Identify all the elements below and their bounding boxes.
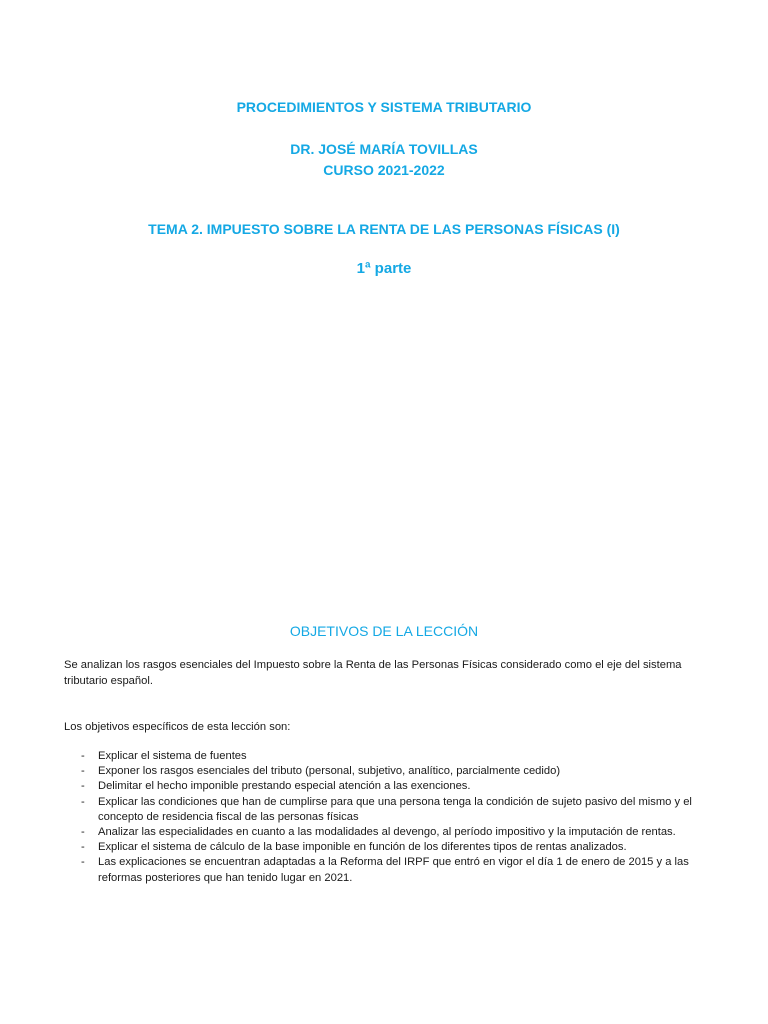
- bullet-dash: -: [81, 856, 85, 869]
- list-item: [64, 795, 714, 825]
- objectives-list: [64, 749, 714, 886]
- part-label: 1ª parte: [356, 260, 412, 277]
- bullet-dash: -: [81, 780, 85, 793]
- list-item: [64, 749, 714, 764]
- list-item-text: Explicar el sistema de fuentes: [98, 750, 247, 762]
- list-item: [64, 840, 714, 855]
- list-item: [64, 764, 714, 779]
- list-intro: Los objetivos específicos de esta lección son:: [64, 721, 291, 733]
- list-item-text: Exponer los rasgos esenciales del tributo (personal, subjetivo, analítico, parcialmente cedido): [98, 765, 561, 778]
- bullet-dash: -: [81, 841, 85, 854]
- objectives-heading: OBJETIVOS DE LA LECCIÓN: [289, 623, 479, 639]
- list-item-text: Explicar el sistema de cálculo de la base imponible en función de los diferentes tipos de rentas analizados.: [98, 841, 627, 854]
- list-item-text: Las explicaciones se encuentran adaptadas a la Reforma del IRPF que entró en vigor el día 1 de enero de 2015 y a las reformas posteriores que han tenido lugar en 2021.: [98, 856, 689, 884]
- course-title: PROCEDIMIENTOS Y SISTEMA TRIBUTARIO: [236, 99, 532, 115]
- topic-title: TEMA 2. IMPUESTO SOBRE LA RENTA DE LAS PERSONAS FÍSICAS (I): [148, 221, 620, 237]
- list-item: [64, 779, 714, 794]
- list-item-text: Analizar las especialidades en cuanto a las modalidades al devengo, al período impositivo y la imputación de rentas.: [98, 826, 676, 839]
- course-year: CURSO 2021-2022: [323, 162, 445, 178]
- intro-paragraph: Se analizan los rasgos esenciales del Impuesto sobre la Renta de las Personas Físicas considerado como el eje del sistema tributario español.: [64, 659, 682, 687]
- bullet-dash: -: [81, 826, 85, 839]
- bullet-dash: -: [81, 765, 85, 778]
- professor-name: DR. JOSÉ MARÍA TOVILLAS: [290, 141, 478, 157]
- bullet-dash: -: [81, 795, 85, 808]
- list-item-text: Delimitar el hecho imponible prestando especial atención a las exenciones.: [98, 780, 471, 793]
- bullet-dash: -: [81, 750, 85, 762]
- list-item: [64, 825, 714, 840]
- list-item-text: Explicar las condiciones que han de cumplirse para que una persona tenga la condición de sujeto pasivo del mismo y el concepto de residencia fiscal de las personas físicas: [98, 795, 692, 823]
- list-item: [64, 855, 714, 885]
